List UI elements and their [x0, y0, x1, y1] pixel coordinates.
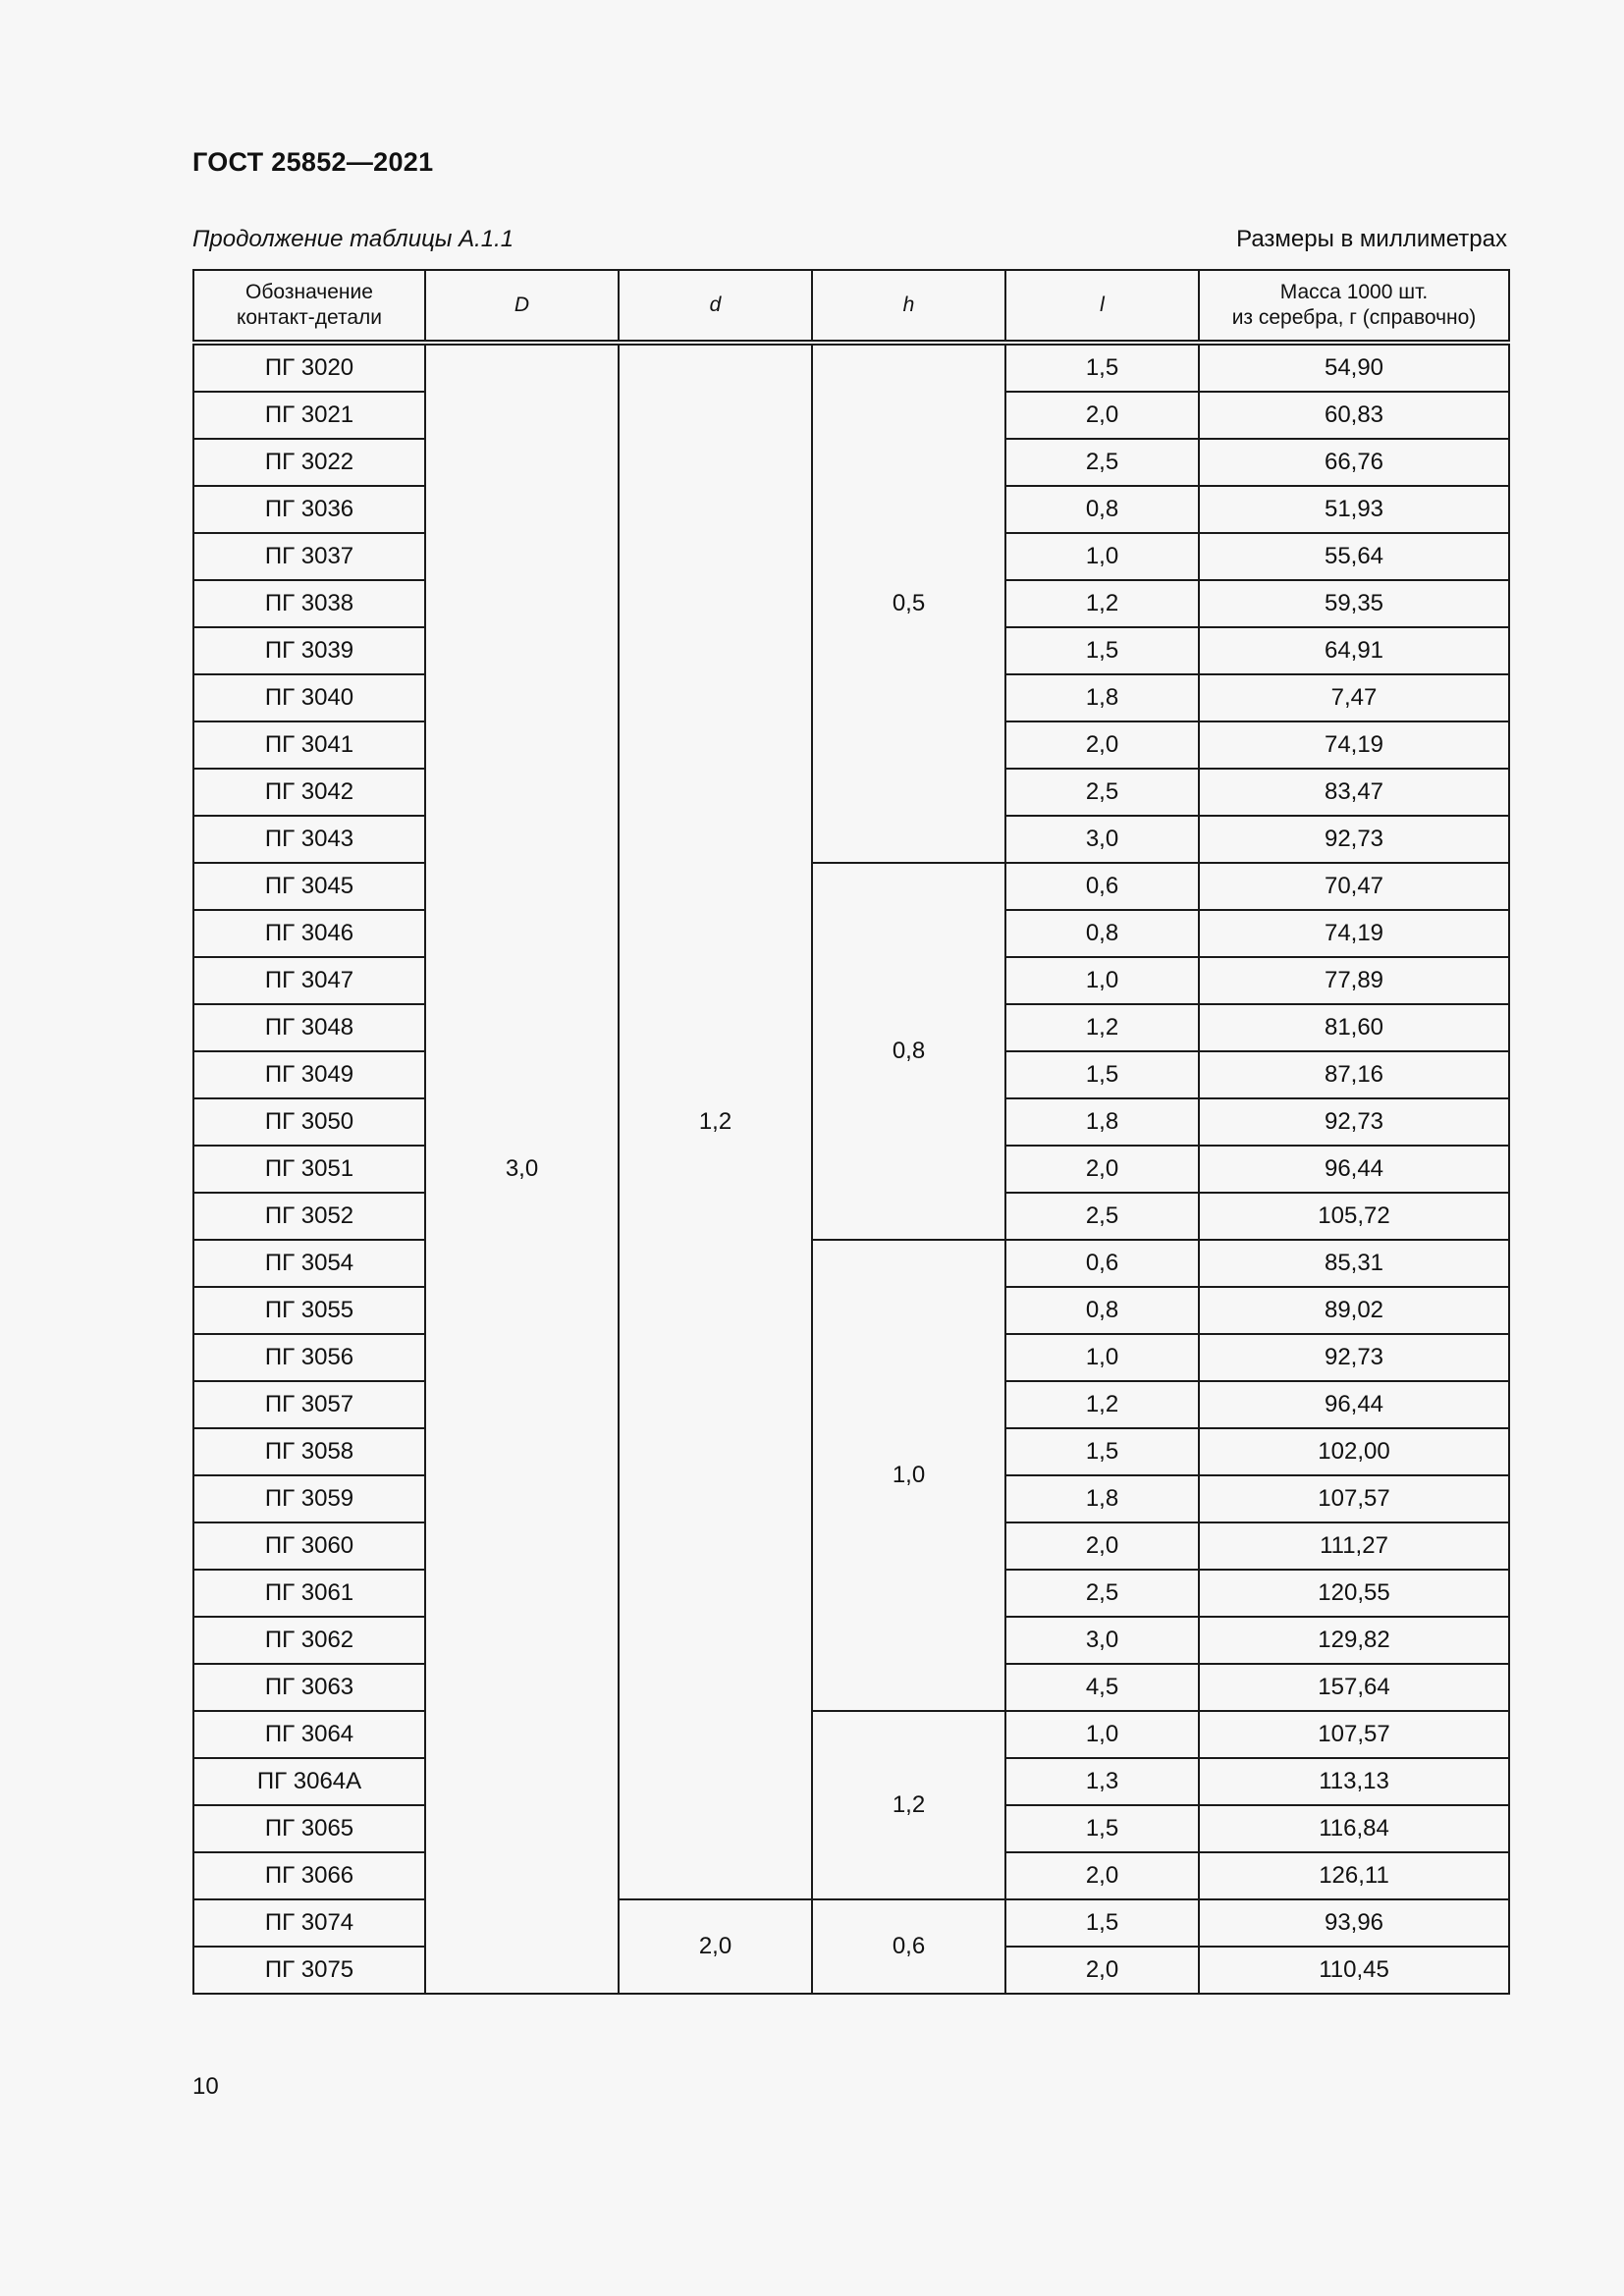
cell-designation: ПГ 3052: [193, 1193, 425, 1240]
cell-l: 1,8: [1005, 674, 1199, 721]
cell-mass: 87,16: [1199, 1051, 1509, 1098]
table-row: [193, 1711, 1509, 1758]
document-title: ГОСТ 25852—2021: [192, 147, 434, 177]
cell-l: 1,8: [1005, 1475, 1199, 1522]
cell-mass: 105,72: [1199, 1193, 1509, 1240]
cell-mass: 92,73: [1199, 816, 1509, 863]
table-header-row: [193, 270, 1509, 343]
cell-designation: ПГ 3054: [193, 1240, 425, 1287]
cell-l: 0,6: [1005, 1240, 1199, 1287]
cell-mass: 157,64: [1199, 1664, 1509, 1711]
cell-l: 2,5: [1005, 769, 1199, 816]
cell-designation: ПГ 3043: [193, 816, 425, 863]
cell-h: 1,2: [812, 1711, 1005, 1899]
cell-l: 1,2: [1005, 1004, 1199, 1051]
cell-l: 1,0: [1005, 957, 1199, 1004]
cell-mass: 107,57: [1199, 1711, 1509, 1758]
cell-designation: ПГ 3036: [193, 486, 425, 533]
cell-mass: 54,90: [1199, 343, 1509, 392]
cell-l: 2,5: [1005, 1570, 1199, 1617]
cell-mass: 116,84: [1199, 1805, 1509, 1852]
cell-l: 1,5: [1005, 1899, 1199, 1947]
cell-l: 0,6: [1005, 863, 1199, 910]
cell-h: 0,5: [812, 343, 1005, 863]
cell-designation: ПГ 3050: [193, 1098, 425, 1146]
cell-l: 2,0: [1005, 1146, 1199, 1193]
cell-l: 3,0: [1005, 1617, 1199, 1664]
cell-l: 1,0: [1005, 533, 1199, 580]
column-header-h: h: [812, 270, 1005, 343]
table-body: [193, 343, 1509, 1994]
cell-mass: 74,19: [1199, 721, 1509, 769]
cell-mass: 59,35: [1199, 580, 1509, 627]
contact-parts-table: [192, 269, 1510, 1995]
cell-designation: ПГ 3048: [193, 1004, 425, 1051]
table-row: [193, 343, 1509, 392]
cell-designation: ПГ 3059: [193, 1475, 425, 1522]
cell-designation: ПГ 3075: [193, 1947, 425, 1994]
cell-mass: 77,89: [1199, 957, 1509, 1004]
cell-designation: ПГ 3037: [193, 533, 425, 580]
cell-l: 2,0: [1005, 1852, 1199, 1899]
cell-l: 1,3: [1005, 1758, 1199, 1805]
cell-mass: 102,00: [1199, 1428, 1509, 1475]
cell-designation: ПГ 3020: [193, 343, 425, 392]
cell-l: 2,5: [1005, 439, 1199, 486]
cell-mass: 110,45: [1199, 1947, 1509, 1994]
cell-mass: 70,47: [1199, 863, 1509, 910]
cell-mass: 92,73: [1199, 1334, 1509, 1381]
cell-designation: ПГ 3042: [193, 769, 425, 816]
table-row: [193, 1240, 1509, 1287]
cell-designation: ПГ 3062: [193, 1617, 425, 1664]
cell-l: 1,5: [1005, 627, 1199, 674]
cell-mass: 93,96: [1199, 1899, 1509, 1947]
page-number: 10: [192, 2073, 219, 2100]
cell-l: 2,0: [1005, 1947, 1199, 1994]
column-header-D: D: [425, 270, 619, 343]
cell-designation: ПГ 3046: [193, 910, 425, 957]
units-label: Размеры в миллиметрах: [1236, 226, 1507, 252]
cell-mass: 81,60: [1199, 1004, 1509, 1051]
cell-designation: ПГ 3057: [193, 1381, 425, 1428]
cell-designation: ПГ 3051: [193, 1146, 425, 1193]
cell-designation: ПГ 3040: [193, 674, 425, 721]
cell-l: 1,2: [1005, 1381, 1199, 1428]
cell-l: 0,8: [1005, 486, 1199, 533]
cell-mass: 74,19: [1199, 910, 1509, 957]
cell-l: 1,2: [1005, 580, 1199, 627]
cell-mass: 92,73: [1199, 1098, 1509, 1146]
column-header-d: d: [619, 270, 812, 343]
cell-l: 1,5: [1005, 1428, 1199, 1475]
cell-designation: ПГ 3047: [193, 957, 425, 1004]
cell-mass: 96,44: [1199, 1381, 1509, 1428]
cell-mass: 64,91: [1199, 627, 1509, 674]
cell-designation: ПГ 3064А: [193, 1758, 425, 1805]
cell-l: 1,5: [1005, 1805, 1199, 1852]
cell-d: 1,2: [619, 343, 812, 1899]
cell-l: 1,0: [1005, 1334, 1199, 1381]
cell-l: 2,0: [1005, 721, 1199, 769]
cell-designation: ПГ 3045: [193, 863, 425, 910]
cell-l: 4,5: [1005, 1664, 1199, 1711]
cell-h: 0,6: [812, 1899, 1005, 1994]
cell-designation: ПГ 3056: [193, 1334, 425, 1381]
cell-designation: ПГ 3058: [193, 1428, 425, 1475]
cell-designation: ПГ 3060: [193, 1522, 425, 1570]
cell-mass: 120,55: [1199, 1570, 1509, 1617]
cell-mass: 113,13: [1199, 1758, 1509, 1805]
cell-designation: ПГ 3065: [193, 1805, 425, 1852]
cell-designation: ПГ 3049: [193, 1051, 425, 1098]
cell-designation: ПГ 3061: [193, 1570, 425, 1617]
cell-l: 2,0: [1005, 392, 1199, 439]
cell-mass: 126,11: [1199, 1852, 1509, 1899]
column-header-l: l: [1005, 270, 1199, 343]
cell-mass: 66,76: [1199, 439, 1509, 486]
cell-designation: ПГ 3055: [193, 1287, 425, 1334]
cell-designation: ПГ 3038: [193, 580, 425, 627]
cell-d: 2,0: [619, 1899, 812, 1994]
cell-l: 1,0: [1005, 1711, 1199, 1758]
cell-mass: 7,47: [1199, 674, 1509, 721]
cell-D: 3,0: [425, 343, 619, 1994]
cell-mass: 55,64: [1199, 533, 1509, 580]
cell-l: 2,0: [1005, 1522, 1199, 1570]
cell-l: 0,8: [1005, 910, 1199, 957]
table-row: [193, 1899, 1509, 1947]
cell-l: 0,8: [1005, 1287, 1199, 1334]
cell-h: 1,0: [812, 1240, 1005, 1711]
cell-designation: ПГ 3021: [193, 392, 425, 439]
cell-mass: 60,83: [1199, 392, 1509, 439]
cell-mass: 51,93: [1199, 486, 1509, 533]
cell-mass: 96,44: [1199, 1146, 1509, 1193]
cell-mass: 89,02: [1199, 1287, 1509, 1334]
cell-designation: ПГ 3063: [193, 1664, 425, 1711]
cell-l: 1,5: [1005, 343, 1199, 392]
column-header-designation: Обозначение контакт-детали: [193, 270, 425, 343]
cell-designation: ПГ 3039: [193, 627, 425, 674]
cell-l: 2,5: [1005, 1193, 1199, 1240]
cell-mass: 107,57: [1199, 1475, 1509, 1522]
cell-l: 1,5: [1005, 1051, 1199, 1098]
cell-designation: ПГ 3074: [193, 1899, 425, 1947]
cell-h: 0,8: [812, 863, 1005, 1240]
column-header-mass: Масса 1000 шт. из серебра, г (справочно): [1199, 270, 1509, 343]
cell-designation: ПГ 3041: [193, 721, 425, 769]
cell-designation: ПГ 3064: [193, 1711, 425, 1758]
cell-designation: ПГ 3022: [193, 439, 425, 486]
table-row: [193, 863, 1509, 910]
cell-mass: 85,31: [1199, 1240, 1509, 1287]
cell-l: 3,0: [1005, 816, 1199, 863]
cell-designation: ПГ 3066: [193, 1852, 425, 1899]
cell-mass: 111,27: [1199, 1522, 1509, 1570]
cell-l: 1,8: [1005, 1098, 1199, 1146]
cell-mass: 83,47: [1199, 769, 1509, 816]
cell-mass: 129,82: [1199, 1617, 1509, 1664]
table-continuation-label: Продолжение таблицы А.1.1: [192, 226, 514, 252]
